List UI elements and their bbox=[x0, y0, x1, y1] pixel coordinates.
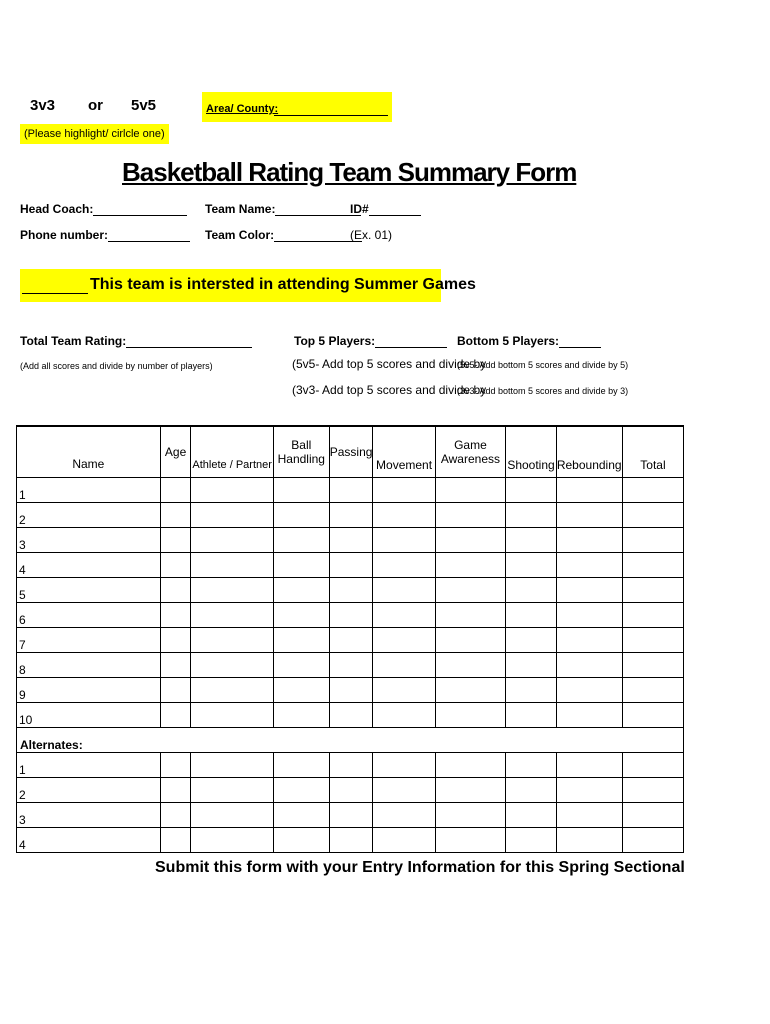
score-cell[interactable] bbox=[622, 753, 684, 778]
score-cell[interactable] bbox=[160, 528, 191, 553]
player-row bbox=[17, 528, 770, 553]
id-field[interactable] bbox=[350, 202, 421, 216]
score-cell[interactable] bbox=[556, 828, 622, 853]
score-cell[interactable] bbox=[435, 478, 505, 503]
score-cell[interactable] bbox=[622, 678, 684, 703]
score-cell[interactable] bbox=[329, 753, 373, 778]
bottom5-label: Bottom 5 Players: bbox=[457, 334, 560, 348]
phone-line bbox=[108, 228, 190, 242]
score-cell[interactable] bbox=[373, 828, 435, 853]
score-cell[interactable] bbox=[435, 653, 505, 678]
alternates-label: Alternates: bbox=[17, 728, 161, 753]
score-cell[interactable] bbox=[373, 803, 435, 828]
score-cell[interactable] bbox=[273, 578, 329, 603]
summer-games-label: This team is intersted in attending Summer Games bbox=[90, 276, 476, 293]
score-cell[interactable] bbox=[622, 553, 684, 578]
row-number: 5 bbox=[17, 578, 161, 603]
score-cell[interactable] bbox=[556, 803, 622, 828]
alternates-spacer bbox=[506, 728, 557, 753]
score-cell[interactable] bbox=[622, 578, 684, 603]
score-cell[interactable] bbox=[273, 603, 329, 628]
score-cell[interactable] bbox=[273, 553, 329, 578]
top5-field[interactable] bbox=[294, 334, 447, 348]
score-cell[interactable] bbox=[329, 503, 373, 528]
score-cell[interactable] bbox=[329, 528, 373, 553]
score-cell[interactable] bbox=[273, 678, 329, 703]
table-header-row bbox=[17, 426, 770, 478]
score-cell[interactable] bbox=[329, 778, 373, 803]
row-number: 3 bbox=[17, 803, 161, 828]
player-row bbox=[17, 478, 770, 503]
phone-field[interactable] bbox=[20, 228, 190, 242]
row-number: 8 bbox=[17, 653, 161, 678]
score-cell[interactable] bbox=[160, 803, 191, 828]
score-cell[interactable] bbox=[506, 628, 557, 653]
score-cell[interactable] bbox=[373, 503, 435, 528]
score-cell[interactable] bbox=[506, 803, 557, 828]
team-name-label: Team Name: bbox=[205, 202, 276, 216]
player-row bbox=[17, 678, 770, 703]
score-cell[interactable] bbox=[191, 753, 273, 778]
player-row bbox=[17, 628, 770, 653]
alternate-row bbox=[17, 803, 770, 828]
line-5v5-main: (5v5- Add top 5 scores and divide by bbox=[292, 357, 487, 371]
score-cell[interactable] bbox=[435, 703, 505, 728]
score-cell[interactable] bbox=[622, 478, 684, 503]
bottom5-line bbox=[559, 334, 601, 348]
score-cell[interactable] bbox=[506, 828, 557, 853]
row-number: 6 bbox=[17, 603, 161, 628]
row-number: 2 bbox=[17, 778, 161, 803]
score-cell[interactable] bbox=[435, 528, 505, 553]
row-number: 9 bbox=[17, 678, 161, 703]
score-cell[interactable] bbox=[622, 653, 684, 678]
score-cell[interactable] bbox=[506, 603, 557, 628]
score-cell[interactable] bbox=[556, 578, 622, 603]
option-3v3: 3v3 bbox=[30, 97, 56, 114]
alternates-spacer bbox=[556, 728, 622, 753]
score-cell[interactable] bbox=[160, 828, 191, 853]
score-cell[interactable] bbox=[160, 603, 191, 628]
score-cell[interactable] bbox=[329, 578, 373, 603]
area-county-line bbox=[274, 102, 388, 116]
score-cell[interactable] bbox=[160, 478, 191, 503]
score-cell[interactable] bbox=[329, 828, 373, 853]
score-cell[interactable] bbox=[506, 703, 557, 728]
score-cell[interactable] bbox=[329, 628, 373, 653]
col-ball-handling: Ball Handling bbox=[273, 426, 329, 478]
score-cell[interactable] bbox=[506, 478, 557, 503]
alternates-spacer bbox=[435, 728, 505, 753]
line-5v5-note: (5v5- Add bottom 5 scores and divide by 5) bbox=[457, 360, 629, 370]
head-coach-label: Head Coach: bbox=[20, 202, 94, 216]
score-cell[interactable] bbox=[435, 628, 505, 653]
score-cell[interactable] bbox=[273, 503, 329, 528]
score-cell[interactable] bbox=[373, 753, 435, 778]
score-cell[interactable] bbox=[191, 553, 273, 578]
score-cell[interactable] bbox=[622, 828, 684, 853]
score-cell[interactable] bbox=[506, 528, 557, 553]
score-cell[interactable] bbox=[191, 603, 273, 628]
col-athlete-partner: Athlete / Partner bbox=[191, 426, 273, 478]
row-number: 2 bbox=[17, 503, 161, 528]
score-cell[interactable] bbox=[329, 478, 373, 503]
row-number: 3 bbox=[17, 528, 161, 553]
row-number: 7 bbox=[17, 628, 161, 653]
score-cell[interactable] bbox=[622, 778, 684, 803]
score-cell[interactable] bbox=[506, 578, 557, 603]
score-cell[interactable] bbox=[329, 678, 373, 703]
score-cell[interactable] bbox=[191, 653, 273, 678]
alternates-spacer bbox=[373, 728, 435, 753]
score-cell[interactable] bbox=[506, 653, 557, 678]
score-cell[interactable] bbox=[373, 553, 435, 578]
player-row bbox=[17, 603, 770, 628]
score-cell[interactable] bbox=[160, 578, 191, 603]
score-cell[interactable] bbox=[273, 628, 329, 653]
alternates-spacer bbox=[273, 728, 329, 753]
score-cell[interactable] bbox=[191, 778, 273, 803]
alternates-spacer bbox=[191, 728, 273, 753]
score-cell[interactable] bbox=[329, 803, 373, 828]
col-shooting: Shooting bbox=[506, 426, 557, 478]
score-cell[interactable] bbox=[373, 653, 435, 678]
score-cell[interactable] bbox=[160, 703, 191, 728]
alternate-row bbox=[17, 828, 770, 853]
option-or: or bbox=[88, 97, 103, 114]
score-cell[interactable] bbox=[273, 478, 329, 503]
score-cell[interactable] bbox=[435, 828, 505, 853]
score-cell[interactable] bbox=[435, 753, 505, 778]
row-number: 1 bbox=[17, 753, 161, 778]
id-label: ID# bbox=[350, 202, 369, 216]
team-color-line bbox=[274, 228, 362, 242]
score-cell[interactable] bbox=[329, 653, 373, 678]
score-cell[interactable] bbox=[160, 503, 191, 528]
summer-games-box[interactable] bbox=[20, 269, 476, 302]
area-county-box[interactable] bbox=[202, 92, 392, 122]
score-cell[interactable] bbox=[556, 778, 622, 803]
ex-label: (Ex. 01) bbox=[350, 228, 393, 242]
row-number: 1 bbox=[17, 478, 161, 503]
score-cell[interactable] bbox=[160, 628, 191, 653]
bottom5-field[interactable] bbox=[457, 334, 601, 348]
score-cell[interactable] bbox=[191, 828, 273, 853]
score-cell[interactable] bbox=[273, 803, 329, 828]
score-cell[interactable] bbox=[373, 703, 435, 728]
score-cell[interactable] bbox=[622, 603, 684, 628]
score-cell[interactable] bbox=[556, 478, 622, 503]
score-cell[interactable] bbox=[622, 528, 684, 553]
score-cell[interactable] bbox=[556, 753, 622, 778]
player-row bbox=[17, 503, 770, 528]
score-cell[interactable] bbox=[160, 778, 191, 803]
id-line bbox=[369, 202, 421, 216]
score-cell[interactable] bbox=[160, 678, 191, 703]
col-rebounding: Rebounding bbox=[556, 426, 622, 478]
col-passing: Passing bbox=[329, 426, 373, 478]
phone-label: Phone number: bbox=[20, 228, 109, 242]
score-cell[interactable] bbox=[329, 603, 373, 628]
total-team-rating-line bbox=[126, 334, 252, 348]
row-number: 4 bbox=[17, 828, 161, 853]
score-cell[interactable] bbox=[191, 528, 273, 553]
score-cell[interactable] bbox=[373, 603, 435, 628]
page-title: Basketball Rating Team Summary Form bbox=[122, 157, 577, 187]
score-cell[interactable] bbox=[556, 653, 622, 678]
score-cell[interactable] bbox=[373, 778, 435, 803]
score-cell[interactable] bbox=[191, 678, 273, 703]
score-cell[interactable] bbox=[191, 478, 273, 503]
score-cell[interactable] bbox=[329, 703, 373, 728]
alternates-spacer bbox=[622, 728, 684, 753]
score-cell[interactable] bbox=[273, 528, 329, 553]
player-row bbox=[17, 703, 770, 728]
score-cell[interactable] bbox=[273, 703, 329, 728]
score-cell[interactable] bbox=[160, 553, 191, 578]
score-cell[interactable] bbox=[273, 828, 329, 853]
score-cell[interactable] bbox=[556, 703, 622, 728]
col-movement: Movement bbox=[373, 426, 435, 478]
score-cell[interactable] bbox=[506, 678, 557, 703]
score-cell[interactable] bbox=[373, 578, 435, 603]
score-cell[interactable] bbox=[556, 503, 622, 528]
col-age: Age bbox=[160, 426, 191, 478]
score-cell[interactable] bbox=[556, 528, 622, 553]
score-cell[interactable] bbox=[435, 503, 505, 528]
score-cell[interactable] bbox=[191, 578, 273, 603]
player-row bbox=[17, 553, 770, 578]
team-color-label: Team Color: bbox=[205, 228, 275, 242]
score-cell[interactable] bbox=[435, 553, 505, 578]
line-3v3-main: (3v3- Add top 5 scores and divide by bbox=[292, 383, 487, 397]
footer-instruction: Submit this form with your Entry Information for this Spring Sectional bbox=[155, 859, 685, 876]
total-team-rating-field[interactable] bbox=[20, 334, 252, 348]
score-cell[interactable] bbox=[435, 803, 505, 828]
col-name: Name bbox=[17, 426, 161, 478]
score-cell[interactable] bbox=[556, 678, 622, 703]
row-number: 4 bbox=[17, 553, 161, 578]
score-cell[interactable] bbox=[622, 703, 684, 728]
score-cell[interactable] bbox=[622, 803, 684, 828]
score-cell[interactable] bbox=[191, 703, 273, 728]
highlight-note: (Please highlight/ cirlcle one) bbox=[20, 124, 169, 144]
team-color-field[interactable] bbox=[205, 228, 362, 242]
score-cell[interactable] bbox=[556, 553, 622, 578]
score-cell[interactable] bbox=[506, 553, 557, 578]
score-cell[interactable] bbox=[273, 753, 329, 778]
score-cell[interactable] bbox=[622, 503, 684, 528]
alternate-row bbox=[17, 778, 770, 803]
score-cell[interactable] bbox=[622, 628, 684, 653]
score-cell[interactable] bbox=[506, 753, 557, 778]
team-name-field[interactable] bbox=[205, 202, 361, 216]
col-total: Total bbox=[622, 426, 684, 478]
score-cell[interactable] bbox=[160, 653, 191, 678]
score-cell[interactable] bbox=[556, 628, 622, 653]
player-row bbox=[17, 653, 770, 678]
head-coach-field[interactable] bbox=[20, 202, 187, 216]
top5-label: Top 5 Players: bbox=[294, 334, 376, 348]
alternates-spacer bbox=[160, 728, 191, 753]
score-cell[interactable] bbox=[435, 678, 505, 703]
score-cell[interactable] bbox=[329, 553, 373, 578]
score-cell[interactable] bbox=[191, 803, 273, 828]
score-cell[interactable] bbox=[556, 603, 622, 628]
score-cell[interactable] bbox=[435, 778, 505, 803]
score-cell[interactable] bbox=[506, 503, 557, 528]
line-3v3-note: (3v3- Add bottom 5 scores and divide by 3) bbox=[457, 386, 629, 396]
player-row bbox=[17, 578, 770, 603]
score-cell[interactable] bbox=[273, 778, 329, 803]
score-cell[interactable] bbox=[373, 478, 435, 503]
score-cell[interactable] bbox=[191, 503, 273, 528]
alternates-row bbox=[17, 728, 770, 753]
score-cell[interactable] bbox=[160, 753, 191, 778]
score-cell[interactable] bbox=[191, 628, 273, 653]
top5-line bbox=[375, 334, 447, 348]
score-cell[interactable] bbox=[373, 628, 435, 653]
score-cell[interactable] bbox=[373, 678, 435, 703]
total-team-rating-label: Total Team Rating: bbox=[20, 334, 127, 348]
score-cell[interactable] bbox=[435, 578, 505, 603]
area-county-label: Area/ County: bbox=[206, 103, 279, 115]
score-cell[interactable] bbox=[506, 778, 557, 803]
option-5v5: 5v5 bbox=[131, 97, 157, 114]
row-number: 10 bbox=[17, 703, 161, 728]
total-team-rating-note: (Add all scores and divide by number of players) bbox=[20, 361, 213, 371]
alternate-row bbox=[17, 753, 770, 778]
score-cell[interactable] bbox=[273, 653, 329, 678]
score-cell[interactable] bbox=[373, 528, 435, 553]
col-game-awareness: Game Awareness bbox=[435, 426, 505, 478]
score-cell[interactable] bbox=[435, 603, 505, 628]
team-name-line bbox=[275, 202, 361, 216]
alternates-spacer bbox=[329, 728, 373, 753]
summer-games-line bbox=[22, 273, 88, 294]
head-coach-line bbox=[93, 202, 187, 216]
rating-table bbox=[16, 425, 770, 853]
